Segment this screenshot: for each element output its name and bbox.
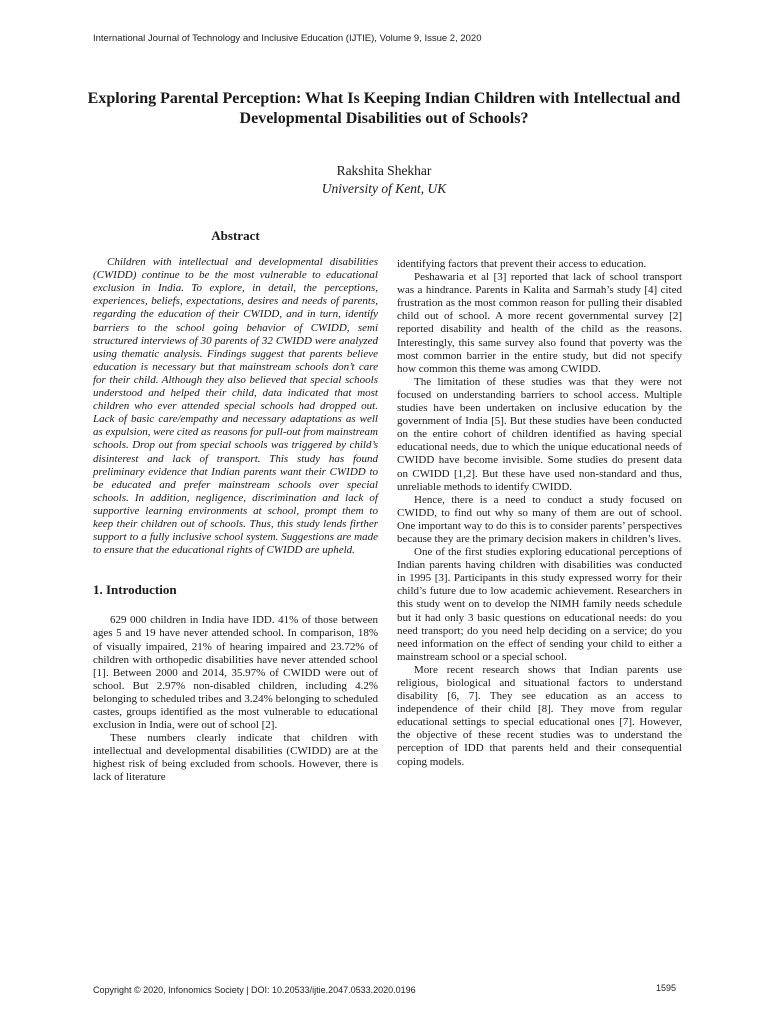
right-paragraph-6: More recent research shows that Indian parents use religious, biological and situational factors to understand disability [6, 7]. They see education as an access to independence of their child [8]. They move from regular educational settings to special educational ones [7]. However, the objective of these recent studies was to understand the perception of IDD that parents held and their consequential coping models.	[397, 663, 682, 768]
right-paragraph-3: The limitation of these studies was that they were not focused on understanding barriers to school access. Multiple studies have been undertaken on inclusive education by the government of India [5]. But these studies have been conducted on the entire cohort of children identified as having special educational needs, due to which the unique educational needs of CWIDD have become invisible. Some studies do present data on CWIDD [1,2]. But these have used non-standard and thus, unreliable methods to identify CWIDD.	[397, 375, 682, 493]
intro-paragraph-1: 629 000 children in India have IDD. 41% of those between ages 5 and 19 have never attended school. In comparison, 18% of visually impaired, 21% of hearing impaired and 23.72% of children with orthopedic disabilities have never attended school [1]. Between 2000 and 2014, 35.97% of CWIDD were out of school. But 2.97% non-disabled children, including 4.2% belonging to scheduled tribes and 3.24% belonging to scheduled castes, groups identified as the most vulnerable to educational exclusion in India, were out of school [2].	[93, 614, 378, 732]
abstract-heading: Abstract	[211, 228, 260, 243]
right-paragraph-1: identifying factors that prevent their access to education.	[397, 258, 647, 270]
right-column	[397, 258, 682, 769]
author-name: Rakshita Shekhar	[336, 163, 432, 178]
author-block	[80, 162, 688, 198]
footer-copyright: Copyright © 2020, Infonomics Society | DOI: 10.20533/ijtie.2047.0533.2020.0196	[93, 985, 416, 995]
right-paragraph-5: One of the first studies exploring educational perceptions of Indian parents having children with disabilities was conducted in 1995 [3]. Participants in this study expressed worry for their child’s future due to low academic achievement. Researchers in this study went on to develop the NIMH family needs schedule but it had only 3 basic questions on educational needs: do you need transport; do you need help deciding on a service; do you need information on the effect of sending your child to either a mainstream school or a special school.	[397, 546, 682, 663]
right-paragraph-2: Peshawaria et al [3] reported that lack of school transport was a hindrance. Parents in Kalita and Sarmah’s study [4] cited frustration as the most common reason for pulling their disabled child out of school. A more recent governmental survey [2] reported disability and health of the child as the reasons. Interestingly, this same survey also found that poverty was the most common barrier in the entire study, but did not specify how common this theme was among CWIDD.	[397, 271, 682, 375]
author-affiliation: University of Kent, UK	[321, 181, 447, 196]
paper-title: Exploring Parental Perception: What Is Keeping Indian Children with Intellectual and Developmental Disabilities out of Schools?	[87, 90, 681, 127]
left-column	[93, 229, 378, 785]
intro-paragraph-2: These numbers clearly indicate that children with intellectual and developmental disabilities (CWIDD) are at the highest risk of being excluded from schools. However, there is lack of literature	[93, 732, 378, 784]
right-paragraph-4: Hence, there is a need to conduct a study focused on CWIDD, to find out why so many of them are out of school. One important way to do this is to consider parents’ perspectives because they are the primary decision makers in children’s lives.	[397, 493, 682, 545]
journal-header: International Journal of Technology and Inclusive Education (IJTIE), Volume 9, Issue 2, 2020	[93, 33, 482, 44]
introduction-heading: 1. Introduction	[93, 582, 177, 598]
page-number: 1595	[655, 983, 676, 993]
abstract-text: Children with intellectual and developmental disabilities (CWIDD) continue to be the most vulnerable to educational exclusion in India. To explore, in detail, the perceptions, experiences, beliefs, expectations, desires and needs of parents, regarding the education of their CWIDD, and in turn, identify barriers to the school going behavior of CWIDD, semi structured interviews of 30 parents of 32 CWIDD were analyzed using thematic analysis. Findings suggest that parents believe education is necessary but that mainstream schools don’t care for their child. Although they also believed that special schools understood and helped their child, data indicated that most children who ever attended special schools had dropped out. Lack of basic care/empathy and necessary adaptations as well as expulsion, were cited as reasons for pull-out from mainstream schools. Drop out from special schools was triggered by child’s disinterest and lack of transport. This study has found preliminary evidence that Indian parents want their CWIDD to be educated and prefer mainstream schools over special schools. In addition, negligence, discrimination and lack of supportive learning environments at school, prompt them to keep their children out of schools. Thus, this study lends firther support to a fully inclusive school system. Suggestions are made to ensure that the educational rights of CWIDD are upheld.	[93, 256, 378, 557]
